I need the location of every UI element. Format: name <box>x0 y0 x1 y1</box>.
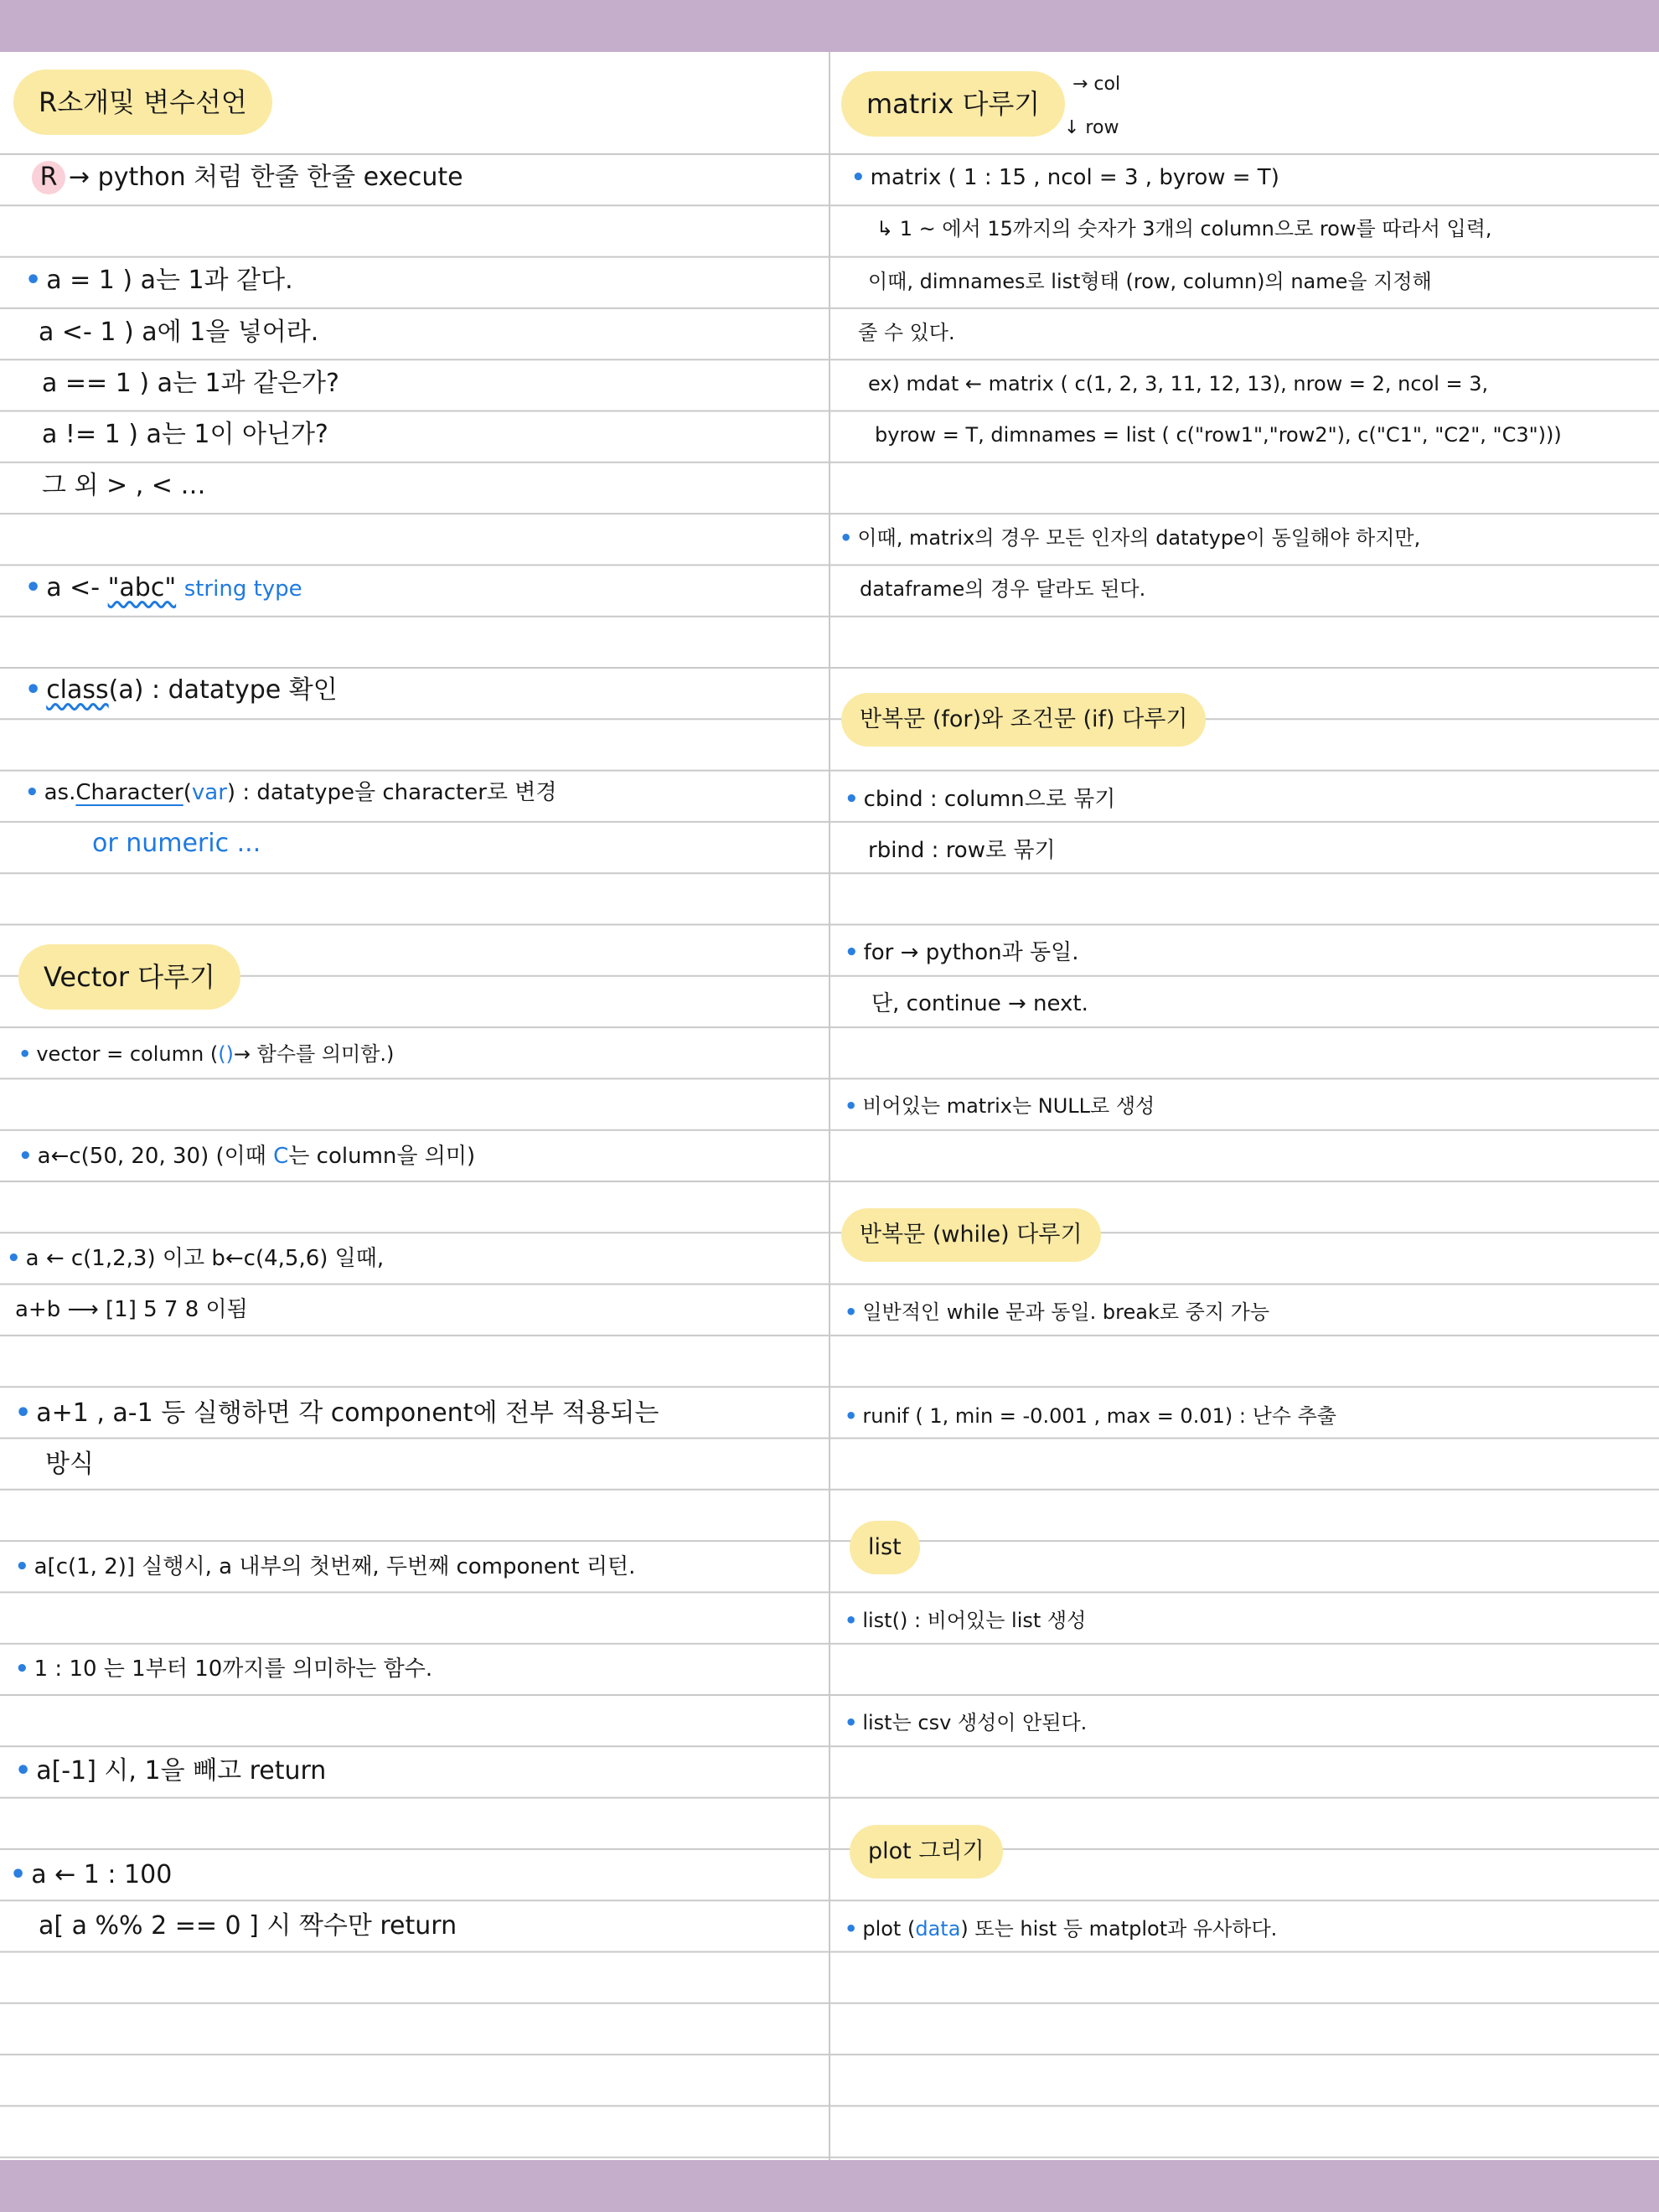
bullet-icon: • <box>845 787 859 812</box>
bullet-icon: • <box>15 1554 29 1579</box>
heading-while: 반복문 (while) 다루기 <box>841 1208 1101 1262</box>
bullet-icon: • <box>851 165 866 190</box>
note-a-eq-text: a = 1 ) a는 1과 같다. <box>46 266 293 295</box>
heading-for-if: 반복문 (for)와 조건문 (if) 다루기 <box>841 693 1206 747</box>
bullet-icon: • <box>845 1609 858 1632</box>
abc-note: string type <box>183 576 302 602</box>
bullet-icon: • <box>15 1756 32 1786</box>
note-apm <box>15 1397 659 1430</box>
note-runif <box>845 1399 1336 1433</box>
cbind-text: cbind : column으로 묶기 <box>863 787 1116 812</box>
heading-list: list <box>850 1521 920 1574</box>
note-rbind: rbind : row로 묶기 <box>868 838 1056 863</box>
note-a-neq: a != 1 ) a는 1이 아닌가? <box>42 420 328 449</box>
intro-line <box>32 161 463 194</box>
note-aidx <box>15 1550 635 1584</box>
note-matrix-can: 줄 수 있다. <box>858 321 955 344</box>
vector-post: → 함수를 의미함.) <box>233 1042 395 1066</box>
note-a100 <box>10 1858 172 1892</box>
note-as-character <box>25 776 557 809</box>
bullet-icon: • <box>25 573 42 602</box>
note-next: 단, continue → next. <box>871 991 1088 1016</box>
bullet-icon: • <box>25 266 42 295</box>
note-plot <box>845 1912 1277 1946</box>
class-fn: class <box>46 675 109 705</box>
note-matrix-dimnames: 이때, dimnames로 list형태 (row, column)의 name을 지정해 <box>868 270 1432 293</box>
note-matrix-example: ex) mdat ← matrix ( c(1, 2, 3, 11, 12, 13), nrow = 2, ncol = 3, <box>868 372 1489 395</box>
bullet-icon: • <box>18 1042 32 1066</box>
heading-intro: R소개및 변수선언 <box>13 70 272 135</box>
note-ab-def <box>7 1242 384 1275</box>
heading-plot: plot 그리기 <box>850 1825 1003 1879</box>
note-list-empty <box>845 1604 1086 1637</box>
list-csv-text: list는 csv 생성이 안된다. <box>862 1711 1088 1734</box>
note-vector <box>18 1037 394 1071</box>
a100-text: a ← 1 : 100 <box>31 1860 173 1889</box>
note-matrix-example2: byrow = T, dimnames = list ( c("row1","row2"), c("C1", "C2", "C3"))) <box>875 423 1562 447</box>
bullet-icon: • <box>845 1404 858 1428</box>
null-matrix-text: 비어있는 matrix는 NULL로 생성 <box>862 1094 1155 1118</box>
ac-prefix: a←c(50, 20, 30) (이때 <box>37 1144 274 1169</box>
plot-post: ) 또는 hist 등 matplot과 유사하다. <box>960 1917 1278 1941</box>
note-list-csv <box>845 1706 1087 1739</box>
note-even: a[ a %% 2 == 0 ] 시 짝수만 return <box>39 1911 457 1941</box>
note-for <box>845 936 1079 969</box>
notebook-page <box>0 52 1659 2160</box>
note-or-numeric: or numeric ... <box>92 829 261 858</box>
for-text: for → python과 동일. <box>863 940 1079 965</box>
note-dataframe: dataframe의 경우 달라도 된다. <box>860 577 1146 601</box>
note-ac <box>18 1140 475 1173</box>
as-var: var <box>191 780 227 805</box>
vector-prefix: vector = column ( <box>36 1042 219 1066</box>
ac-c: C <box>273 1144 289 1169</box>
top-band <box>0 0 1659 52</box>
note-apm2: 방식 <box>45 1450 94 1479</box>
bullet-icon: • <box>7 1246 21 1271</box>
ab-def-text: a ← c(1,2,3) 이고 b←c(4,5,6) 일때, <box>25 1246 385 1271</box>
note-a-assign: a <- 1 ) a에 1을 넣어라. <box>39 318 319 347</box>
bullet-icon: • <box>15 1656 29 1682</box>
note-class <box>25 674 338 707</box>
as-prefix: as. <box>44 780 76 805</box>
plot-prefix: plot ( <box>862 1917 916 1941</box>
neg-text: a[-1] 시, 1을 빼고 return <box>36 1756 327 1786</box>
as-paren: ( <box>183 780 192 805</box>
note-matrix-type <box>840 521 1420 555</box>
note-seq <box>15 1652 432 1686</box>
bullet-icon: • <box>845 1917 858 1941</box>
note-neg <box>15 1755 326 1788</box>
list-empty-text: list() : 비어있는 list 생성 <box>862 1609 1087 1632</box>
right-column <box>830 52 1659 2160</box>
as-rest: ) : datatype을 character로 변경 <box>226 780 557 805</box>
vector-paren: () <box>218 1042 234 1066</box>
runif-text: runif ( 1, min = -0.001 , max = 0.01) : 난수 추출 <box>862 1404 1336 1428</box>
note-matrix <box>851 161 1279 194</box>
note-null-matrix <box>845 1089 1155 1123</box>
bullet-icon: • <box>845 940 859 965</box>
bullet-icon: • <box>15 1398 32 1428</box>
matrix-text: matrix ( 1 : 15 , ncol = 3 , byrow = T) <box>870 165 1279 190</box>
apm-text: a+1 , a-1 등 실행하면 각 component에 전부 적용되는 <box>36 1398 659 1428</box>
bottom-band <box>0 2160 1659 2212</box>
as-character: Character <box>75 780 183 805</box>
row-arrow-label: ↓ row <box>1064 117 1119 138</box>
abc-prefix: a <- <box>46 573 108 602</box>
while-text: 일반적인 while 문과 동일. break로 중지 가능 <box>862 1300 1270 1324</box>
note-a-eq <box>25 264 293 297</box>
bullet-icon: • <box>845 1711 858 1734</box>
bullet-icon: • <box>10 1860 27 1889</box>
plot-data: data <box>915 1917 961 1941</box>
abc-string: "abc" <box>107 573 177 602</box>
note-a-eqeq: a == 1 ) a는 1과 같은가? <box>42 369 339 398</box>
note-others: 그 외 > , < … <box>42 471 206 500</box>
note-cbind <box>845 783 1115 816</box>
ac-post: 는 column을 의미) <box>288 1144 476 1169</box>
bullet-icon: • <box>840 526 853 550</box>
seq-text: 1 : 10 는 1부터 10까지를 의미하는 함수. <box>34 1656 433 1682</box>
bullet-icon: • <box>18 1144 33 1169</box>
note-abc <box>25 571 302 605</box>
bullet-icon: • <box>845 1094 858 1118</box>
matrix-type-text: 이때, matrix의 경우 모든 인자의 datatype이 동일해야 하지만, <box>857 526 1421 550</box>
left-column <box>0 52 830 2160</box>
heading-vector: Vector 다루기 <box>18 944 240 1010</box>
col-arrow-label: → col <box>1072 74 1121 95</box>
note-ab-res: a+b ⟶ [1] 5 7 8 이됨 <box>15 1297 248 1322</box>
bullet-icon: • <box>845 1300 858 1324</box>
aidx-text: a[c(1, 2)] 실행시, a 내부의 첫번째, 두번째 component 리턴. <box>34 1554 636 1579</box>
r-badge: R <box>32 161 65 194</box>
class-rest: (a) : datatype 확인 <box>108 675 338 705</box>
note-matrix-fill: ↳ 1 ~ 에서 15까지의 숫자가 3개의 column으로 row를 따라서 입력, <box>876 217 1492 240</box>
intro-text: → python 처럼 한줄 한줄 execute <box>69 163 463 192</box>
bullet-icon: • <box>25 675 42 705</box>
heading-matrix: matrix 다루기 <box>841 71 1065 137</box>
note-while <box>845 1295 1269 1329</box>
bullet-icon: • <box>25 780 39 805</box>
